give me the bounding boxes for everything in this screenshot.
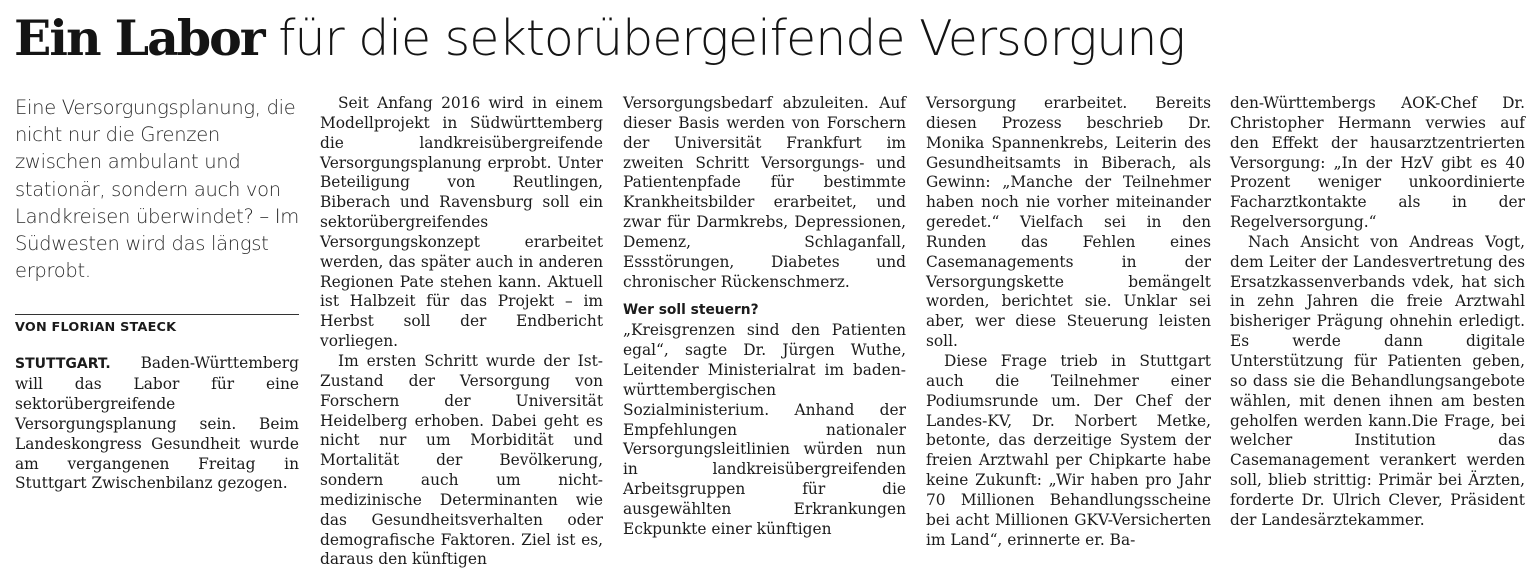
body-paragraph: Versorgung erarbeitet. Bereits diesen Prozess beschrieb Dr. Monika Spannenkrebs, Leiterin des Gesundheitsamts in Biberach, als Gewinn: „Manche der Teilnehmer haben noch nie vorher miteinander geredet.“ Vielfach sei in den Runden das Fehlen eines Casemanagements in der Versorgungskette bemängelt worden, berichtet sie. Unklar sei aber, wer diese Steuerung leisten soll. <box>926 94 1211 351</box>
headline-light-part: für die sektorübergeifende Versorgung <box>263 10 1185 67</box>
lead-paragraph <box>15 354 299 494</box>
article-byline: VON FLORIAN STAECK <box>15 320 177 336</box>
body-paragraph: Im ersten Schritt wurde der Ist-Zustand der Versorgung von Forschern der Universität Heidelberg erhoben. Dabei geht es nicht nur um Morbidität und Mortalität der Bevölkerung, sondern auch um nicht-medizinische Determinanten wie das Gesundheitsverhalten oder demografische Faktoren. Ziel ist es, daraus den künftigen <box>320 351 603 569</box>
column-4 <box>926 94 1211 550</box>
body-paragraph: Seit Anfang 2016 wird in einem Modellprojekt in Südwürttemberg die landkreisübergreifende Versorgungsplanung erprobt. Unter Beteiligung von Reutlingen, Biberach und Ravensburg soll ein sektorübergreifendes Versorgungskonzept erarbeitet werden, das später auch in anderen Regionen Pate stehen kann. Aktuell ist Halbzeit für das Projekt – im Herbst soll der Endbericht vorliegen. <box>320 94 603 351</box>
column-2 <box>320 94 603 570</box>
article-teaser: Eine Versorgungsplanung, die nicht nur die Grenzen zwischen ambulant und stationär, sondern auch von Landkreisen überwindet? – Im Südwesten wird das längst erprobt. <box>15 96 299 283</box>
lead-text: Baden-Württemberg will das Labor für eine sektorübergreifende Versorgungsplanung sein. Beim Landeskongress Gesundheit wurde am vergangenen Freitag in Stuttgart Zwischenbilanz gezogen. <box>15 354 299 493</box>
body-paragraph: Nach Ansicht von Andreas Vogt, dem Leiter der Landesvertretung des Ersatzkassenverbands vdek, hat sich in zehn Jahren die freie Arztwahl bisheriger Prägung ohnehin erledigt. Es werde dann digitale Unterstützung für Patienten geben, so dass sie die Behandlungsangebote wählen, mit denen ihnen am besten geholfen werden kann.Die Frage, bei welcher Institution das Casemanagement verankert werden soll, blieb strittig: Primär bei Ärzten, forderte Dr. Ulrich Clever, Präsident der Landesärztekammer. <box>1230 232 1525 529</box>
column-5 <box>1230 94 1525 531</box>
article-headline <box>14 6 1534 71</box>
body-paragraph: Diese Frage trieb in Stuttgart auch die Teilnehmer einer Podiumsrunde um. Der Chef der Landes-KV, Dr. Norbert Metke, betonte, das derzeitige System der freien Arztwahl per Chipkarte habe keine Zukunft: „Wir haben pro Jahr 70 Millionen Behandlungsscheine bei acht Millionen GKV-Versicherten im Land“, erinnerte er. Ba- <box>926 351 1211 549</box>
headline-bold-part: Ein Labor <box>14 9 264 67</box>
byline-divider <box>15 314 299 315</box>
column-1 <box>15 94 299 494</box>
body-paragraph: „Kreisgrenzen sind den Patienten egal“, sagte Dr. Jürgen Wuthe, Leitender Ministerialrat im baden-württembergischen Sozialministerium. Anhand der Empfehlungen nationaler Versorgungsleitlinien würden nun in landkreisübergreifenden Arbeitsgruppen für die ausgewählten Erkrankungen Eckpunkte einer künftigen <box>623 321 906 538</box>
section-subheading: Wer soll steuern? <box>623 302 759 319</box>
column-3 <box>623 94 906 540</box>
body-paragraph: den-Württembergs AOK-Chef Dr. Christopher Hermann verwies auf den Effekt der hausarztzentrierten Versorgung: „In der HzV gibt es 40 Prozent weniger unkoordinierte Facharztkontakte als in der Regelversorgung.“ <box>1230 94 1525 232</box>
dateline: STUTTGART. <box>15 356 111 373</box>
body-paragraph: Versorgungsbedarf abzuleiten. Auf dieser Basis werden von Forschern der Universität Frankfurt im zweiten Schritt Versorgungs- und Patientenpfade für bestimmte Krankheitsbilder erarbeitet, und zwar für Darmkrebs, Depressionen, Demenz, Schlaganfall, Essstörungen, Diabetes und chronischer Rückenschmerz. <box>623 94 906 291</box>
